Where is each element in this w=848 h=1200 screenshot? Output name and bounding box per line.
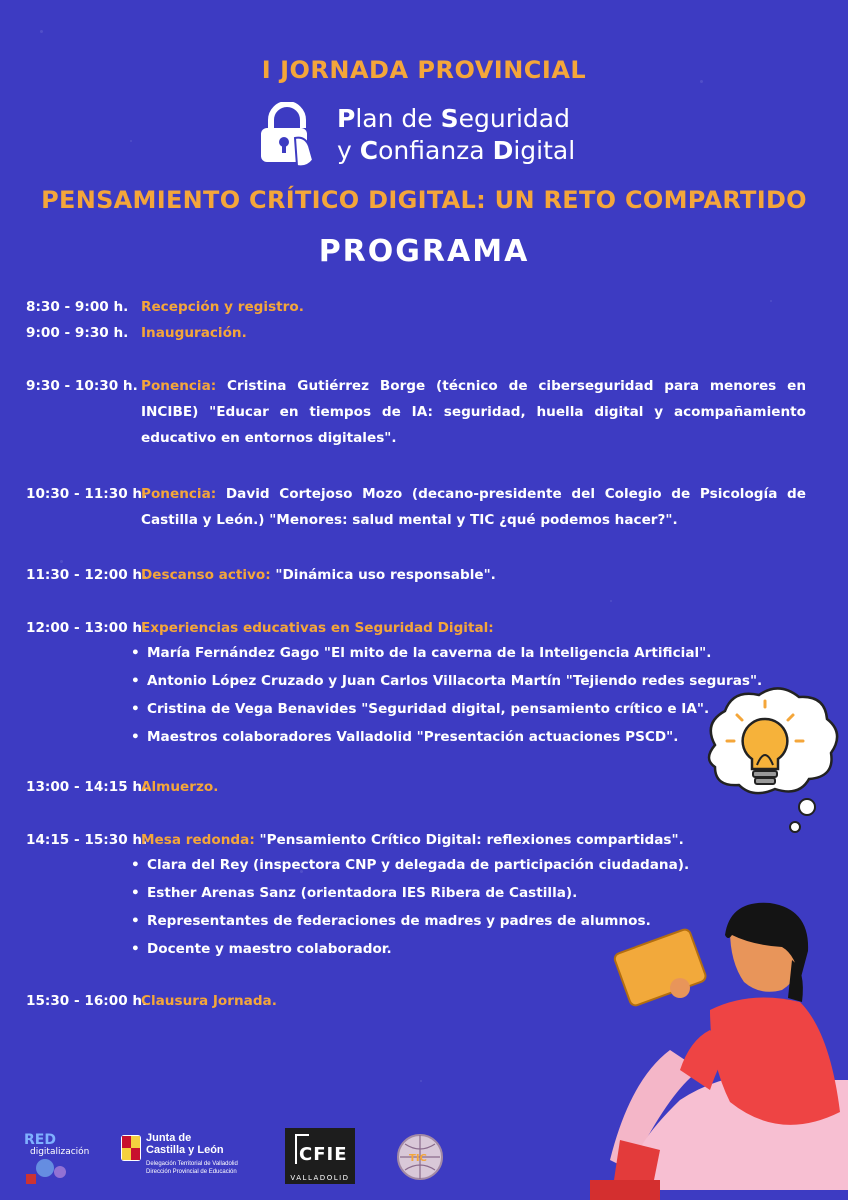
session-type: Almuerzo. (141, 779, 219, 795)
junta-castilla-leon-logo (120, 1128, 280, 1188)
junta-delegation: Delegación Territorial de Valladolid (146, 1161, 238, 1167)
session-description (141, 481, 806, 533)
svg-text:TIC: TIC (409, 1153, 427, 1164)
speaker-list (125, 642, 763, 754)
girl-reading-illustration (560, 900, 848, 1200)
svg-text:RED: RED (24, 1132, 56, 1148)
lightbulb-thought-bubble-icon (685, 685, 845, 835)
list-item: • María Fernández Gago "El mito de la caverna de la Inteligencia Artificial". (125, 642, 755, 664)
time-slot: 12:00 - 13:00 h. (26, 620, 148, 636)
time-slot: 14:15 - 15:30 h. (26, 832, 148, 848)
list-item: • Maestros colaboradores Valladolid "Presentación actuaciones PSCD". (125, 726, 755, 748)
session-type: Recepción y registro. (141, 299, 304, 315)
session-detail: David Cortejoso Mozo (decano-presidente del Colegio de Psicología de Castilla y León.) "Menores: salud mental y TIC ¿qué podemos hacer?". (141, 486, 806, 528)
time-slot: 13:00 - 14:15 h. (26, 779, 148, 795)
session-detail: Cristina Gutiérrez Borge (técnico de ciberseguridad para menores en INCIBE) "Educar en tiempos de IA: seguridad, huella digital y acompañamiento educativo en entornos digitales". (141, 378, 806, 446)
list-item: • Representantes de federaciones de madres y padres de alumnos. (125, 910, 755, 932)
tic-globe-logo (395, 1132, 445, 1182)
plan-name-line-1: Plan de Seguridad (337, 104, 570, 133)
session-type: Mesa redonda: (141, 832, 255, 848)
time-slot: 8:30 - 9:00 h. (26, 299, 129, 315)
junta-name-2: Castilla y León (146, 1144, 224, 1156)
time-slot: 9:30 - 10:30 h. (26, 378, 138, 394)
session-description (141, 564, 806, 586)
event-subtitle: PENSAMIENTO CRÍTICO DIGITAL: UN RETO COMPARTIDO (41, 186, 807, 214)
list-item: • Cristina de Vega Benavides "Seguridad digital, pensamiento crítico e IA". (125, 698, 755, 720)
junta-direction: Dirección Provincial de Educación (146, 1169, 237, 1175)
program-heading: PROGRAMA (318, 234, 530, 269)
session-description (141, 617, 806, 639)
session-type: Inauguración. (141, 325, 247, 341)
time-slot: 10:30 - 11:30 h. (26, 486, 148, 502)
session-description (141, 322, 806, 344)
coat-of-arms-icon (120, 1134, 142, 1164)
svg-text:digitalización: digitalización (30, 1147, 90, 1157)
plan-logo (255, 100, 595, 170)
list-item: • Clara del Rey (inspectora CNP y delegada de participación ciudadana). (125, 854, 755, 876)
time-slot: 9:00 - 9:30 h. (26, 325, 129, 341)
session-description (141, 296, 806, 318)
session-type: Clausura Jornada. (141, 993, 277, 1009)
event-title: I JORNADA PROVINCIAL (261, 56, 587, 84)
session-type: Descanso activo: (141, 567, 271, 583)
session-description (141, 373, 806, 451)
cfie-city: VALLADOLID (290, 1174, 350, 1182)
session-type: Ponencia: (141, 378, 217, 394)
list-item: • Antonio López Cruzado y Juan Carlos Villacorta Martín "Tejiendo redes seguras". (125, 670, 755, 692)
session-detail: "Pensamiento Crítico Digital: reflexiones compartidas". (254, 832, 684, 848)
session-type: Ponencia: (141, 486, 217, 502)
session-type: Experiencias educativas en Seguridad Digital: (141, 620, 494, 636)
red-digitalizacion-logo (20, 1128, 120, 1188)
cfie-logo (285, 1128, 355, 1184)
session-detail: "Dinámica uso responsable". (270, 567, 496, 583)
list-item: • Esther Arenas Sanz (orientadora IES Ribera de Castilla). (125, 882, 755, 904)
plan-name-line-2: y Confianza Digital (337, 136, 576, 165)
junta-name-1: Junta de (146, 1132, 192, 1144)
cfie-text: CFIE (299, 1144, 348, 1165)
list-item: • Docente y maestro colaborador. (125, 938, 755, 960)
padlock-hand-icon (255, 102, 319, 168)
time-slot: 11:30 - 12:00 h. (26, 567, 148, 583)
time-slot: 15:30 - 16:00 h. (26, 993, 148, 1009)
